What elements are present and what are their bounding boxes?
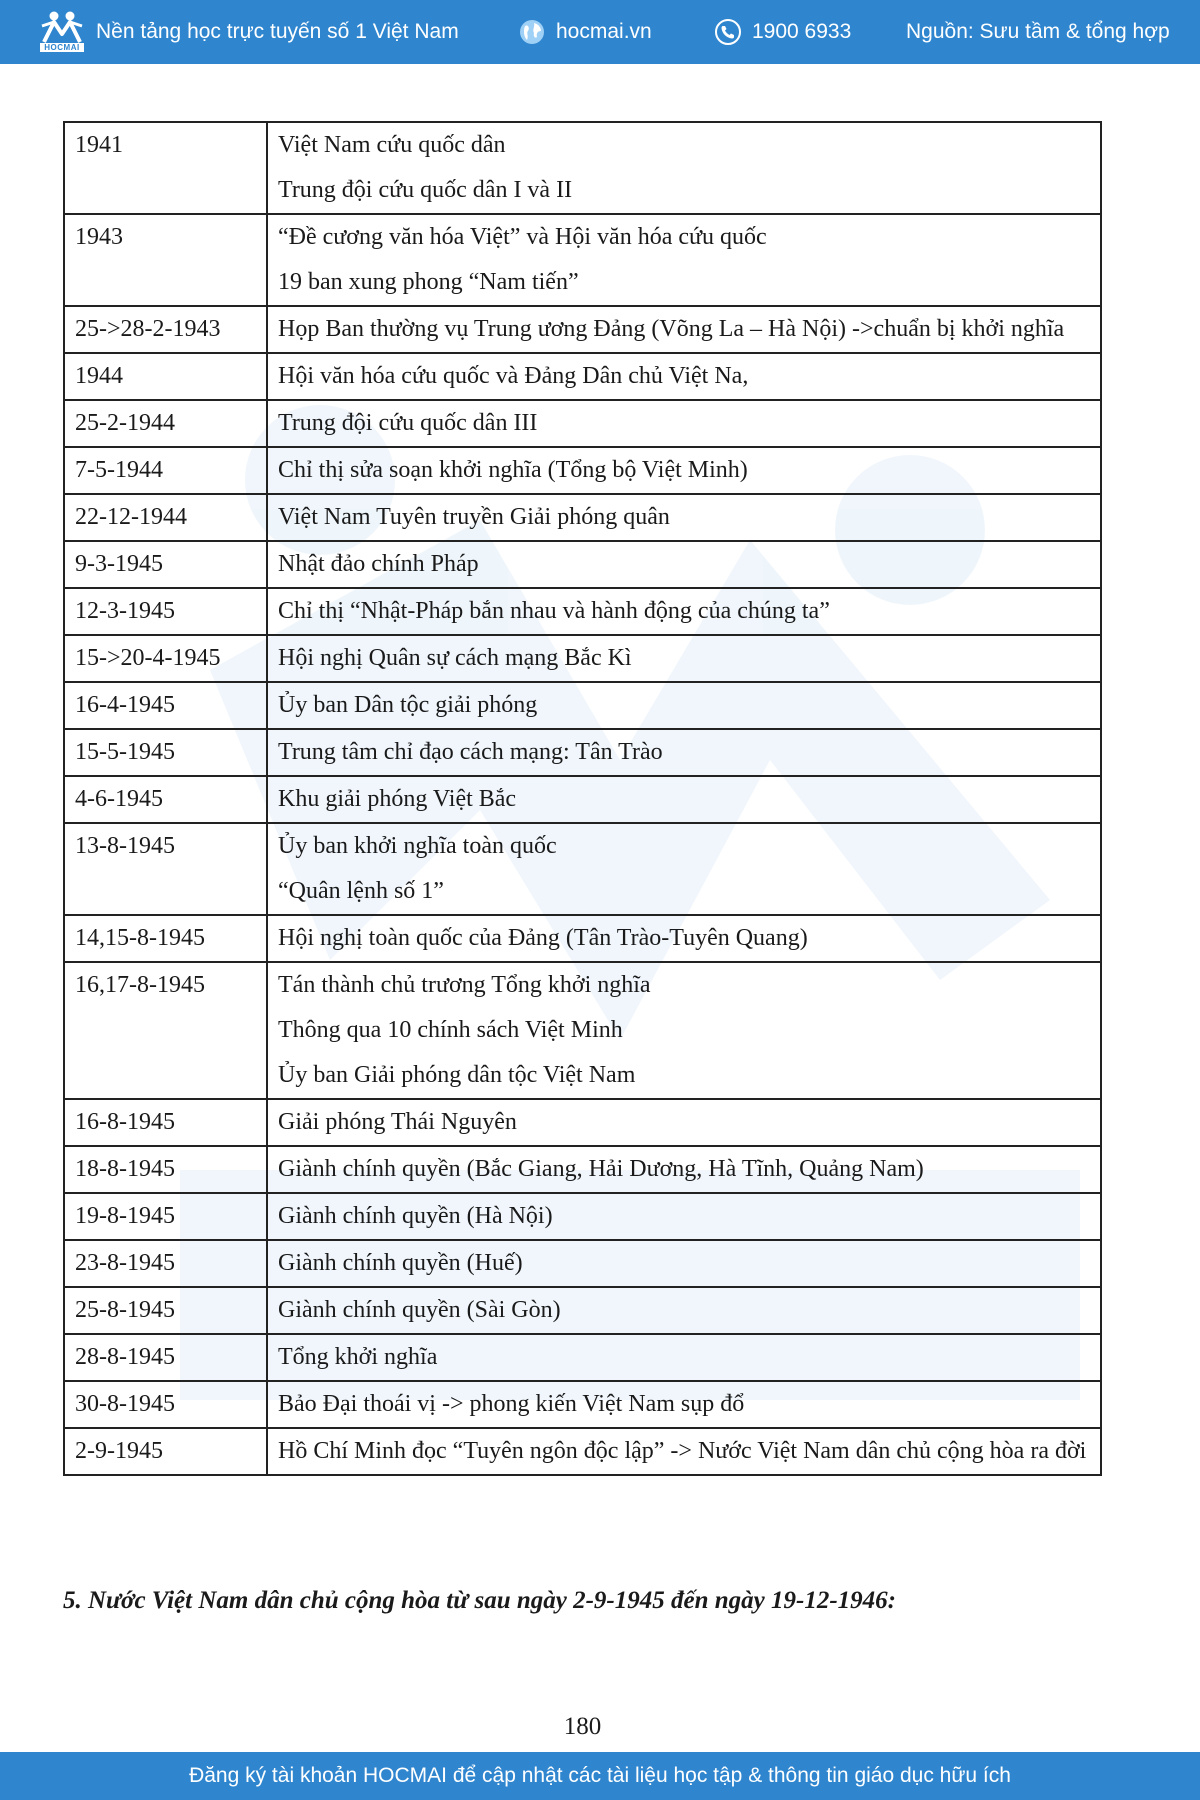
table-row: [64, 1240, 1101, 1287]
table-row: [64, 122, 1101, 214]
event-text: Giành chính quyền (Sài Gòn): [278, 1297, 561, 1323]
event-cell: [267, 1146, 1101, 1193]
event-cell: [267, 1428, 1101, 1475]
tagline: Nền tảng học trực tuyến số 1 Việt Nam: [96, 20, 459, 43]
event-text: Giành chính quyền (Bắc Giang, Hải Dương, Hà Tĩnh, Quảng Nam): [278, 1156, 924, 1182]
event-cell: [267, 1334, 1101, 1381]
table-row: [64, 823, 1101, 915]
date-cell: 15->20-4-1945: [64, 635, 267, 682]
date-cell: 13-8-1945: [64, 823, 267, 915]
date-cell: 1944: [64, 353, 267, 400]
event-cell: [267, 353, 1101, 400]
event-cell: [267, 1099, 1101, 1146]
phone-link[interactable]: [714, 0, 851, 64]
phone-icon: [714, 18, 742, 46]
date-cell: 25-8-1945: [64, 1287, 267, 1334]
date-cell: 7-5-1944: [64, 447, 267, 494]
table-row: [64, 1193, 1101, 1240]
date-cell: 19-8-1945: [64, 1193, 267, 1240]
event-cell: [267, 1287, 1101, 1334]
header-bar: [0, 0, 1200, 64]
event-text: Họp Ban thường vụ Trung ương Đảng (Võng La – Hà Nội) ->chuẩn bị khởi nghĩa: [278, 316, 1065, 342]
date-cell: 1943: [64, 214, 267, 306]
event-text: Nhật đảo chính Pháp: [278, 551, 479, 577]
table-body: [64, 122, 1101, 1475]
website-link[interactable]: [518, 0, 652, 64]
event-cell: [267, 541, 1101, 588]
event-text: Trung đội cứu quốc dân I và II: [278, 177, 573, 203]
date-cell: 4-6-1945: [64, 776, 267, 823]
event-text: “Đề cương văn hóa Việt” và Hội văn hóa cứu quốc: [278, 224, 767, 250]
logo-text: HOCMAI: [40, 43, 84, 52]
table-row: [64, 635, 1101, 682]
event-text: Hội văn hóa cứu quốc và Đảng Dân chủ Việt Na,: [278, 363, 749, 389]
date-cell: 12-3-1945: [64, 588, 267, 635]
event-text: Việt Nam cứu quốc dân: [278, 132, 506, 158]
footer-text: Đăng ký tài khoản HOCMAI để cập nhật các tài liệu học tập & thông tin giáo dục hữu ích: [189, 1764, 1011, 1787]
table-row: [64, 1381, 1101, 1428]
event-text: Hồ Chí Minh đọc “Tuyên ngôn độc lập” -> Nước Việt Nam dân chủ cộng hòa ra đời: [278, 1438, 1087, 1464]
date-cell: 30-8-1945: [64, 1381, 267, 1428]
event-cell: [267, 776, 1101, 823]
date-cell: 15-5-1945: [64, 729, 267, 776]
phone-text: 1900 6933: [752, 20, 852, 43]
event-text: Chỉ thị sửa soạn khởi nghĩa (Tổng bộ Việt Minh): [278, 457, 748, 483]
table-row: [64, 682, 1101, 729]
event-cell: [267, 306, 1101, 353]
history-timeline-table: [63, 121, 1102, 1476]
table-row: [64, 541, 1101, 588]
event-text: Trung đội cứu quốc dân III: [278, 410, 538, 436]
event-text: Trung tâm chỉ đạo cách mạng: Tân Trào: [278, 739, 663, 765]
date-cell: 25->28-2-1943: [64, 306, 267, 353]
date-cell: 14,15-8-1945: [64, 915, 267, 962]
event-cell: [267, 962, 1101, 1099]
event-text: Giải phóng Thái Nguyên: [278, 1109, 517, 1135]
date-cell: 18-8-1945: [64, 1146, 267, 1193]
table-row: [64, 353, 1101, 400]
table-row: [64, 1428, 1101, 1475]
globe-icon: [518, 18, 546, 46]
table-row: [64, 1334, 1101, 1381]
event-text: Ủy ban Dân tộc giải phóng: [278, 692, 538, 718]
table-row: [64, 400, 1101, 447]
date-cell: 16-8-1945: [64, 1099, 267, 1146]
event-text: Khu giải phóng Việt Bắc: [278, 786, 517, 812]
table-row: [64, 588, 1101, 635]
date-cell: 1941: [64, 122, 267, 214]
website-text: hocmai.vn: [556, 20, 652, 43]
event-cell: [267, 400, 1101, 447]
event-cell: [267, 1193, 1101, 1240]
table-row: [64, 306, 1101, 353]
table-row: [64, 915, 1101, 962]
table-row: [64, 447, 1101, 494]
table-row: [64, 962, 1101, 1099]
event-cell: [267, 823, 1101, 915]
page-number: 180: [563, 1713, 602, 1740]
event-cell: [267, 214, 1101, 306]
date-cell: 28-8-1945: [64, 1334, 267, 1381]
footer-bar[interactable]: [0, 1752, 1200, 1800]
table-row: [64, 494, 1101, 541]
event-text: Tán thành chủ trương Tổng khởi nghĩa: [278, 972, 651, 998]
event-cell: [267, 915, 1101, 962]
table-row: [64, 729, 1101, 776]
event-text: 19 ban xung phong “Nam tiến”: [278, 269, 579, 295]
date-cell: 9-3-1945: [64, 541, 267, 588]
date-cell: 2-9-1945: [64, 1428, 267, 1475]
source-note: Nguồn: Sưu tầm & tổng hợp: [906, 20, 1170, 43]
date-cell: 23-8-1945: [64, 1240, 267, 1287]
table-row: [64, 214, 1101, 306]
event-cell: [267, 1240, 1101, 1287]
event-cell: [267, 588, 1101, 635]
date-cell: 22-12-1944: [64, 494, 267, 541]
event-cell: [267, 729, 1101, 776]
event-text: Tổng khởi nghĩa: [278, 1344, 438, 1370]
table-row: [64, 1287, 1101, 1334]
event-text: Ủy ban khởi nghĩa toàn quốc: [278, 833, 557, 859]
table-row: [64, 776, 1101, 823]
event-text: “Quân lệnh số 1”: [278, 878, 444, 904]
date-cell: 25-2-1944: [64, 400, 267, 447]
event-text: Thông qua 10 chính sách Việt Minh: [278, 1017, 623, 1043]
table-row: [64, 1099, 1101, 1146]
event-text: Hội nghị toàn quốc của Đảng (Tân Trào-Tuyên Quang): [278, 925, 808, 951]
event-cell: [267, 122, 1101, 214]
event-text: Giành chính quyền (Huế): [278, 1250, 523, 1276]
event-cell: [267, 494, 1101, 541]
event-cell: [267, 682, 1101, 729]
event-text: Việt Nam Tuyên truyền Giải phóng quân: [278, 504, 670, 530]
event-text: Hội nghị Quân sự cách mạng Bắc Kì: [278, 645, 632, 671]
date-cell: 16,17-8-1945: [64, 962, 267, 1099]
event-cell: [267, 1381, 1101, 1428]
event-text: Ủy ban Giải phóng dân tộc Việt Nam: [278, 1062, 636, 1088]
event-cell: [267, 447, 1101, 494]
event-text: Bảo Đại thoái vị -> phong kiến Việt Nam sụp đổ: [278, 1391, 745, 1417]
event-text: Chỉ thị “Nhật-Pháp bắn nhau và hành động của chúng ta”: [278, 598, 830, 624]
event-text: Giành chính quyền (Hà Nội): [278, 1203, 553, 1229]
table-row: [64, 1146, 1101, 1193]
date-cell: 16-4-1945: [64, 682, 267, 729]
section-heading: 5. Nước Việt Nam dân chủ cộng hòa từ sau ngày 2-9-1945 đến ngày 19-12-1946:: [63, 1587, 896, 1614]
event-cell: [267, 635, 1101, 682]
